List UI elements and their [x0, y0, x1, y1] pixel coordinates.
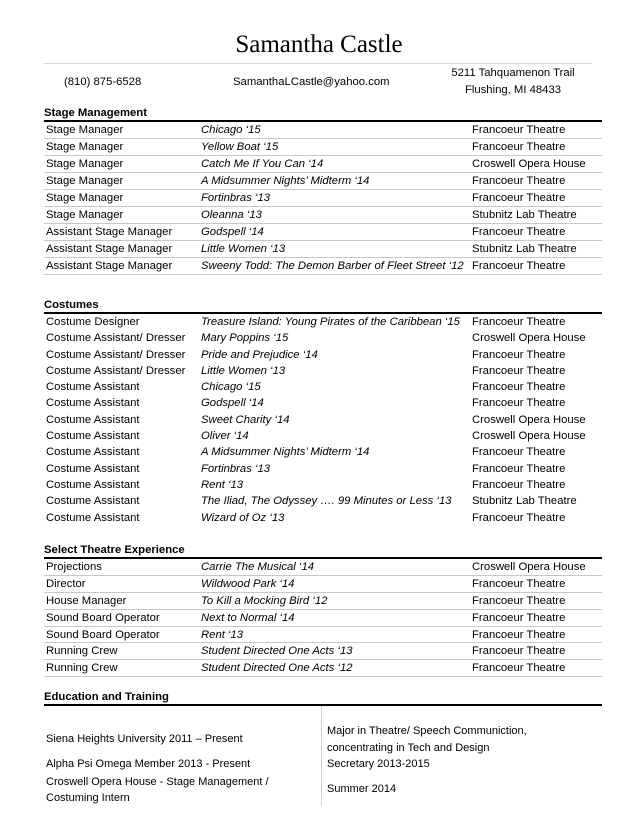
venue-cell: Croswell Opera House	[472, 158, 586, 170]
venue-cell: Francoeur Theatre	[472, 611, 566, 624]
role-cell: Projections	[46, 561, 102, 573]
table-row	[44, 510, 602, 526]
venue-cell: Francoeur Theatre	[472, 316, 566, 328]
education-entry: Siena Heights University 2011 – Present	[46, 733, 243, 745]
show-cell: Fortinbras ‘13	[201, 462, 271, 475]
address-line-1: 5211 Tahquamenon Trail	[451, 67, 575, 79]
role-cell: Costume Assistant/ Dresser	[46, 332, 186, 345]
venue-cell: Stubnitz Lab Theatre	[472, 209, 577, 221]
venue-cell: Croswell Opera House	[472, 413, 586, 426]
show-cell: Sweet Charity ‘14	[201, 413, 290, 426]
table-row	[44, 173, 602, 190]
applicant-name: Samantha Castle	[235, 31, 403, 58]
table-row	[44, 241, 602, 258]
venue-cell: Francoeur Theatre	[472, 192, 566, 204]
venue-cell: Francoeur Theatre	[472, 381, 566, 394]
show-cell: Wildwood Park ‘14	[201, 577, 295, 590]
role-cell: Running Crew	[46, 662, 118, 675]
show-cell: Chicago ‘15	[201, 381, 261, 394]
show-cell: A Midsummer Nights’ Midterm ‘14	[201, 446, 370, 459]
show-cell: Rent ‘13	[201, 478, 244, 491]
show-cell: Treasure Island: Young Pirates of the Caribbean ‘15	[201, 316, 460, 328]
show-cell: Chicago ‘15	[201, 124, 261, 136]
show-cell: Rent ‘13	[201, 628, 244, 641]
role-cell: Assistant Stage Manager	[46, 243, 173, 255]
venue-cell: Francoeur Theatre	[472, 462, 566, 475]
table-row	[44, 627, 602, 644]
venue-cell: Francoeur Theatre	[472, 124, 566, 136]
show-cell: To Kill a Mocking Bird ‘12	[201, 594, 328, 607]
show-cell: Oliver ‘14	[201, 430, 249, 443]
phone-number: (810) 875-6528	[64, 76, 142, 88]
venue-cell: Francoeur Theatre	[472, 226, 566, 238]
show-cell: Catch Me If You Can ‘14	[201, 158, 324, 170]
role-cell: House Manager	[46, 594, 127, 607]
role-cell: Running Crew	[46, 645, 118, 658]
section-heading: Costumes	[44, 298, 602, 314]
table-row	[44, 576, 602, 593]
table-row	[44, 461, 602, 477]
venue-cell: Francoeur Theatre	[472, 175, 566, 187]
table-row	[44, 643, 602, 660]
table-row	[44, 593, 602, 610]
role-cell: Costume Assistant	[46, 478, 140, 491]
role-cell: Stage Manager	[46, 158, 124, 170]
table-row	[44, 347, 602, 363]
education-detail: Summer 2014	[327, 783, 397, 795]
role-cell: Costume Assistant	[46, 462, 140, 475]
show-cell: Next to Normal ‘14	[201, 611, 295, 624]
venue-cell: Francoeur Theatre	[472, 594, 566, 607]
table-row	[44, 477, 602, 493]
stage-management-section	[44, 106, 602, 275]
show-cell: Little Women ‘13	[201, 364, 286, 377]
venue-cell: Francoeur Theatre	[472, 577, 566, 590]
role-cell: Costume Assistant	[46, 397, 140, 410]
venue-cell: Croswell Opera House	[472, 332, 586, 345]
education-entry: Costuming Intern	[46, 792, 130, 804]
table-row	[44, 156, 602, 173]
venue-cell: Francoeur Theatre	[472, 628, 566, 641]
table-row	[44, 122, 602, 139]
venue-cell: Croswell Opera House	[472, 430, 586, 443]
table-row	[44, 444, 602, 460]
venue-cell: Francoeur Theatre	[472, 446, 566, 459]
venue-cell: Francoeur Theatre	[472, 511, 566, 524]
venue-cell: Francoeur Theatre	[472, 141, 566, 153]
venue-cell: Francoeur Theatre	[472, 260, 566, 272]
venue-cell: Croswell Opera House	[472, 561, 586, 573]
show-cell: A Midsummer Nights’ Midterm ‘14	[201, 175, 370, 187]
role-cell: Costume Assistant/ Dresser	[46, 348, 186, 361]
role-cell: Costume Assistant	[46, 495, 140, 508]
role-cell: Stage Manager	[46, 124, 124, 136]
address-line-2: Flushing, MI 48433	[464, 84, 562, 96]
section-heading: Education and Training	[44, 690, 602, 706]
education-detail: Secretary 2013-2015	[327, 758, 430, 770]
role-cell: Costume Assistant	[46, 381, 140, 394]
select-experience-rows	[44, 559, 602, 677]
table-row	[44, 190, 602, 207]
show-cell: Student Directed One Acts ‘12	[201, 662, 353, 675]
show-cell: The Iliad, The Odyssey …. 99 Minutes or Less ‘13	[201, 495, 452, 508]
venue-cell: Stubnitz Lab Theatre	[472, 243, 577, 255]
role-cell: Stage Manager	[46, 209, 124, 221]
role-cell: Costume Assistant/ Dresser	[46, 364, 186, 377]
select-experience-section	[44, 543, 602, 677]
table-row	[44, 379, 602, 395]
role-cell: Costume Assistant	[46, 430, 140, 443]
show-cell: Oleanna ‘13	[201, 209, 262, 221]
show-cell: Sweeny Todd: The Demon Barber of Fleet Street ‘12	[201, 260, 464, 272]
education-entry: Alpha Psi Omega Member 2013 - Present	[46, 758, 251, 770]
education-section	[44, 690, 602, 806]
show-cell: Student Directed One Acts ‘13	[201, 645, 353, 658]
role-cell: Stage Manager	[46, 141, 124, 153]
role-cell: Costume Assistant	[46, 413, 140, 426]
education-table	[44, 706, 602, 806]
venue-cell: Francoeur Theatre	[472, 478, 566, 491]
education-detail: concentrating in Tech and Design	[327, 742, 490, 754]
table-row	[44, 258, 602, 275]
table-row	[44, 428, 602, 444]
stage-management-rows	[44, 122, 602, 275]
role-cell: Stage Manager	[46, 175, 124, 187]
venue-cell: Francoeur Theatre	[472, 662, 566, 675]
row-divider	[44, 274, 602, 275]
role-cell: Stage Manager	[46, 192, 124, 204]
role-cell: Assistant Stage Manager	[46, 260, 173, 272]
venue-cell: Stubnitz Lab Theatre	[472, 495, 577, 508]
show-cell: Fortinbras ‘13	[201, 192, 271, 204]
table-row	[44, 395, 602, 411]
mailing-address	[434, 65, 592, 99]
show-cell: Little Women ‘13	[201, 243, 286, 255]
table-row	[44, 330, 602, 346]
table-row	[44, 314, 602, 330]
role-cell: Assistant Stage Manager	[46, 226, 173, 238]
section-heading: Select Theatre Experience	[44, 543, 602, 559]
venue-cell: Francoeur Theatre	[472, 645, 566, 658]
table-row	[44, 493, 602, 509]
costumes-rows	[44, 314, 602, 526]
table-row	[44, 207, 602, 224]
column-divider	[321, 706, 322, 806]
venue-cell: Francoeur Theatre	[472, 348, 566, 361]
contact-block	[44, 64, 592, 104]
show-cell: Carrie The Musical ‘14	[201, 561, 315, 573]
costumes-section	[44, 298, 602, 526]
role-cell: Costume Assistant	[46, 511, 140, 524]
education-detail: Major in Theatre/ Speech Communiction,	[327, 725, 527, 737]
role-cell: Sound Board Operator	[46, 628, 160, 641]
show-cell: Pride and Prejudice ‘14	[201, 348, 318, 361]
table-row	[44, 610, 602, 627]
venue-cell: Francoeur Theatre	[472, 364, 566, 377]
role-cell: Costume Assistant	[46, 446, 140, 459]
table-row	[44, 363, 602, 379]
show-cell: Wizard of Oz ‘13	[201, 511, 285, 524]
show-cell: Yellow Boat ‘15	[201, 141, 279, 153]
email-address: SamanthaLCastle@yahoo.com	[233, 76, 390, 88]
role-cell: Director	[46, 577, 86, 590]
table-row	[44, 660, 602, 677]
education-entry: Croswell Opera House - Stage Management /	[46, 776, 269, 788]
show-cell: Mary Poppins ‘15	[201, 332, 289, 345]
table-row	[44, 224, 602, 241]
table-row	[44, 559, 602, 576]
venue-cell: Francoeur Theatre	[472, 397, 566, 410]
role-cell: Sound Board Operator	[46, 611, 160, 624]
section-heading: Stage Management	[44, 106, 602, 122]
row-divider	[44, 676, 602, 677]
table-row	[44, 412, 602, 428]
table-row	[44, 139, 602, 156]
show-cell: Godspell ‘14	[201, 226, 264, 238]
show-cell: Godspell ‘14	[201, 397, 264, 410]
role-cell: Costume Designer	[46, 316, 140, 328]
